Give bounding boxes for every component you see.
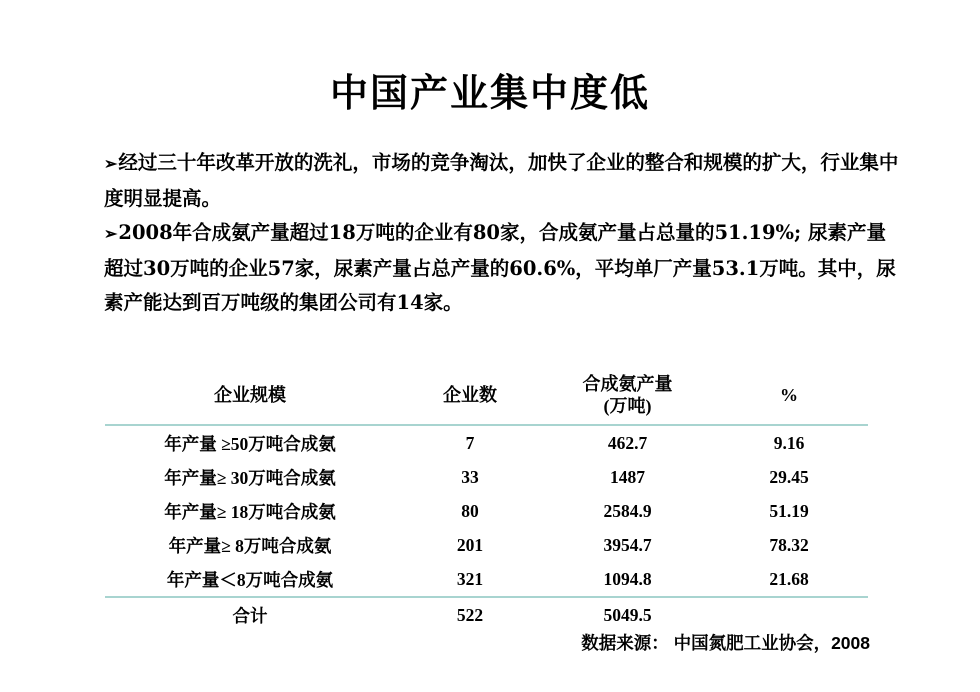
cell-percent: 78.32 xyxy=(769,534,809,555)
header-output-unit: (万吨) xyxy=(603,396,652,416)
bullet-text-2: 2008年合成氨产量超过18万吨的企业有80家，合成氨产量占总量的51.19%; 尿素产量超过30万吨的企业57家，尿素产量占总产量的60.6%，平均单厂产量53.1万吨。其中，尿素产能达到百万吨级的集团公司有14家。 xyxy=(104,221,896,314)
table-row xyxy=(105,528,868,562)
cell-percent: 51.19 xyxy=(769,500,809,521)
cell-output: 3954.7 xyxy=(603,534,652,555)
table-row xyxy=(105,562,868,597)
table-row xyxy=(105,494,868,528)
header-output xyxy=(545,366,710,425)
cell-scale: 年产量≥ 30万吨合成氨 xyxy=(164,467,336,488)
bullet-arrow-icon: ➢ xyxy=(104,154,118,173)
table-row xyxy=(105,425,868,460)
page-title: 中国产业集中度低 xyxy=(329,70,650,115)
cell-output: 1094.8 xyxy=(545,562,710,597)
cell-scale: 年产量＜8万吨合成氨 xyxy=(105,562,395,597)
header-percent: % xyxy=(710,366,868,425)
cell-count: 80 xyxy=(461,500,479,521)
cell-scale: 年产量≥ 18万吨合成氨 xyxy=(164,501,336,522)
table-total-row xyxy=(105,597,868,632)
table-header-row xyxy=(105,366,868,425)
total-count: 522 xyxy=(456,604,484,625)
cell-count: 321 xyxy=(395,562,545,597)
cell-count: 201 xyxy=(456,534,484,555)
table-row xyxy=(105,460,868,494)
bullet-paragraph-2 xyxy=(104,216,904,321)
total-label: 合计 xyxy=(232,605,268,626)
cell-percent: 9.16 xyxy=(773,432,805,453)
source-note: 数据来源： 中国氮肥工业协会，2008 xyxy=(581,633,870,653)
header-output-label: 合成氨产量 xyxy=(582,374,673,394)
cell-percent: 29.45 xyxy=(769,466,809,487)
cell-percent: 21.68 xyxy=(710,562,868,597)
total-output: 5049.5 xyxy=(603,604,652,625)
cell-output: 462.7 xyxy=(607,432,648,453)
cell-scale: 年产量≥ 8万吨合成氨 xyxy=(168,535,332,556)
cell-scale: 年产量 ≥50万吨合成氨 xyxy=(164,433,336,454)
cell-output: 1487 xyxy=(610,466,645,487)
header-scale: 企业规模 xyxy=(105,366,395,425)
total-percent xyxy=(710,597,868,632)
bullet-arrow-icon: ➢ xyxy=(104,224,118,243)
cell-output: 2584.9 xyxy=(603,500,652,521)
cell-count: 33 xyxy=(461,466,479,487)
cell-count: 7 xyxy=(465,432,475,453)
bullet-paragraph-1 xyxy=(104,146,904,216)
body-text xyxy=(104,146,904,321)
header-count: 企业数 xyxy=(395,366,545,425)
bullet-text-1: 经过三十年改革开放的洗礼，市场的竞争淘汰，加快了企业的整合和规模的扩大，行业集中度明显提高。 xyxy=(104,151,899,210)
data-table xyxy=(105,366,868,632)
